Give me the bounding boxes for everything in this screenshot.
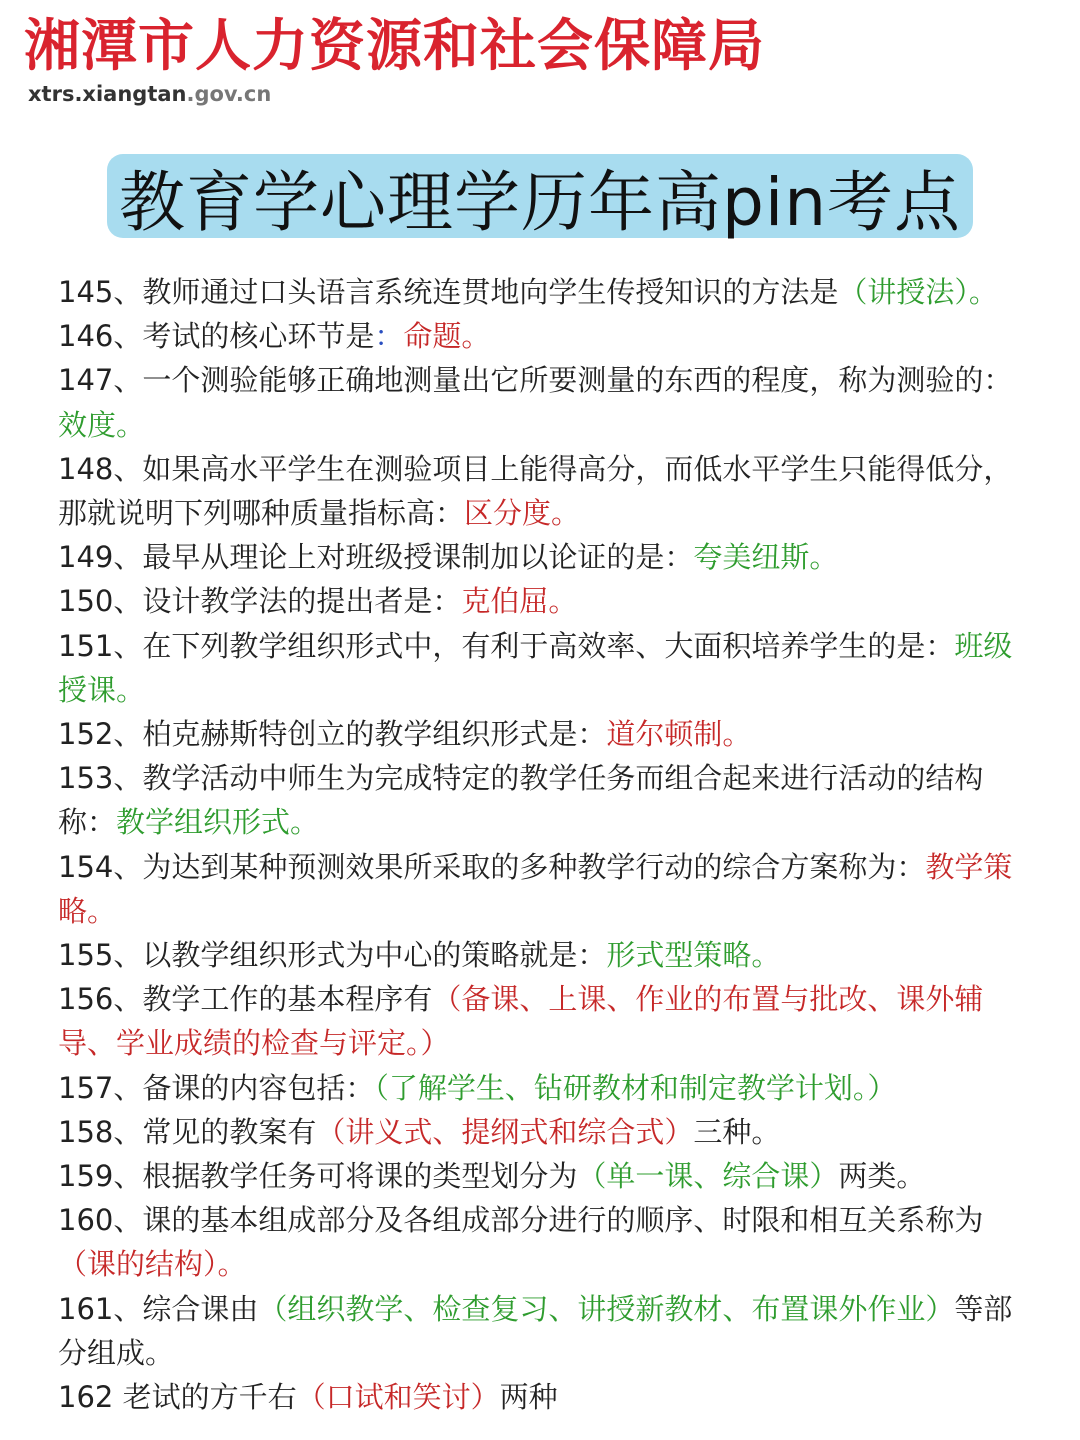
answer-text: （讲授法）。 [838, 275, 998, 309]
question-item [58, 977, 1038, 1065]
question-text: 161、综合课由 [58, 1291, 259, 1326]
question-text: 149、最早从理论上对班级授课制加以论证的是： [58, 540, 694, 575]
question-item [58, 845, 1038, 933]
answer-text: （备课、上课、作业的布置与批改、课外辅导、学业成绩的检查与评定。） [58, 982, 984, 1061]
question-text: 150、设计教学法的提出者是： [58, 584, 462, 619]
banner-title: 教育学心理学历年高pin考点 [107, 154, 973, 238]
answer-text: （口试和笑讨） [296, 1380, 500, 1415]
question-item [58, 624, 1038, 712]
question-text: 153、教学活动中师生为完成特定的教学任务而组合起来进行活动的结构称： [58, 761, 984, 840]
title-banner [107, 154, 973, 241]
colon-mark: ： [374, 319, 404, 354]
question-item [58, 1375, 1038, 1419]
answer-text: （了解学生、钻研教材和制定教学计划。） [374, 1070, 897, 1105]
question-item [58, 1287, 1038, 1375]
question-text: 160、课的基本组成部分及各组成部分进行的顺序、时限和相互关系称为 [58, 1203, 984, 1238]
question-item [58, 1110, 1038, 1154]
answer-text: 命题。 [403, 319, 491, 354]
question-item [58, 712, 1038, 756]
question-item [58, 358, 1038, 446]
question-text: 154、为达到某种预测效果所采取的多种教学行动的综合方案称为： [58, 849, 926, 884]
question-item [58, 1198, 1038, 1286]
question-item [58, 579, 1038, 623]
question-text: 156、教学工作的基本程序有 [58, 982, 433, 1017]
org-url [28, 80, 271, 108]
answer-text: 区分度。 [464, 496, 581, 531]
question-item [58, 447, 1038, 535]
answer-text: 道尔顿制。 [606, 717, 752, 752]
question-item [58, 1154, 1038, 1198]
answer-text: 克伯屈。 [461, 584, 578, 619]
question-text: 162 老试的方千右 [58, 1380, 297, 1415]
question-text: 159、根据教学任务可将课的类型划分为 [58, 1159, 578, 1194]
org-url-tld: .gov.cn [186, 82, 272, 106]
question-text: 152、柏克赫斯特创立的教学组织形式是： [58, 717, 607, 752]
org-title: 湘潭市人力资源和社会保障局 [24, 14, 765, 79]
question-text: 146、考试的核心环节是 [58, 319, 375, 354]
question-item [58, 535, 1038, 579]
question-text: 151、在下列教学组织形式中，有利于高效率、大面积培养学生的是： [58, 628, 955, 663]
question-text: 148、如果高水平学生在测验项目上能得高分，而低水平学生只能得低分，那就说明下列哪种质量指标高： [58, 451, 1013, 531]
question-list [58, 270, 1038, 1419]
question-text: 147、一个测验能够正确地测量出它所要测量的东西的程度，称为测验的： [58, 363, 1013, 398]
question-text: 两类。 [838, 1159, 926, 1194]
question-text: 145、教师通过口头语言系统连贯地向学生传授知识的方法是 [58, 275, 839, 309]
question-item [58, 1066, 1038, 1110]
answer-text: （课的结构）。 [58, 1247, 247, 1282]
answer-text: 夸美纽斯。 [693, 540, 839, 575]
answer-text: 形式型策略。 [606, 938, 781, 973]
answer-text: （单一课、综合课） [577, 1159, 839, 1194]
answer-text: 班级授课。 [58, 628, 1013, 707]
answer-text: （讲义式、提纲式和综合式） [316, 1114, 694, 1149]
question-text: 157、备课的内容包括： [58, 1070, 375, 1105]
question-text: 三种。 [693, 1114, 781, 1149]
question-text: 155、以教学组织形式为中心的策略就是： [58, 938, 607, 973]
answer-text: （组织教学、检查复习、讲授新教材、布置课外作业） [258, 1291, 955, 1326]
org-url-main: xtrs.xiangtan [28, 82, 187, 106]
question-item [58, 933, 1038, 977]
answer-text: 教学策略。 [58, 849, 1013, 928]
question-item [58, 270, 1038, 314]
question-text: 158、常见的教案有 [58, 1114, 317, 1149]
question-text: 两种 [499, 1380, 558, 1415]
answer-text: 教学组织形式。 [116, 805, 320, 840]
question-text: 等部分组成。 [58, 1291, 1013, 1370]
answer-text: 效度。 [58, 407, 146, 442]
question-item [58, 314, 1038, 358]
question-item [58, 756, 1038, 844]
